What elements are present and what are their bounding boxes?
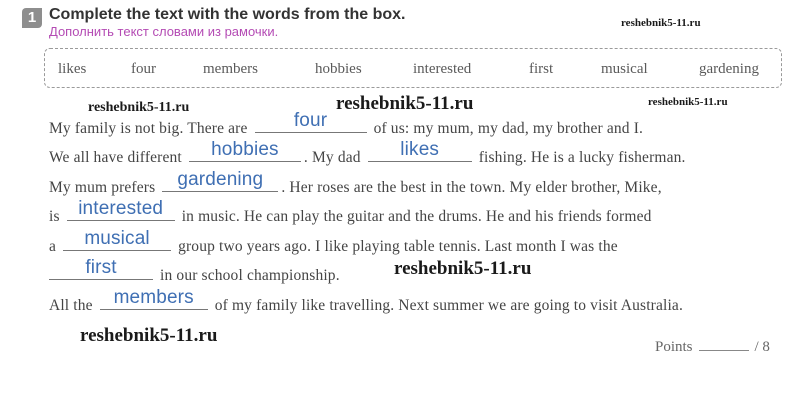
- answer-text: gardening: [177, 169, 264, 190]
- answer-blank[interactable]: [49, 257, 153, 280]
- answer-text: interested: [78, 198, 164, 219]
- points-input-line[interactable]: [699, 350, 749, 351]
- points-score: Points / 8: [655, 339, 770, 355]
- word-box-item: members: [203, 61, 258, 77]
- answer-blank[interactable]: [100, 287, 208, 310]
- watermark: reshebnik5-11.ru: [394, 258, 532, 279]
- exercise-subtitle: Дополнить текст словами из рамочки.: [49, 24, 279, 39]
- answer-blank[interactable]: [368, 139, 472, 162]
- word-box-item: interested: [413, 61, 472, 77]
- text-line-3: My mum prefers gardening . Her roses are the best in the town. My elder brother, Mike,: [49, 169, 662, 196]
- watermark: reshebnik5-11.ru: [88, 100, 190, 115]
- answer-text: musical: [84, 228, 150, 249]
- exercise-number: 1: [22, 8, 42, 28]
- answer-blank[interactable]: [63, 228, 171, 251]
- text-line-1: My family is not big. There are four of us: my mum, my dad, my brother and I.: [49, 110, 644, 137]
- word-box: [44, 48, 782, 88]
- answer-blank[interactable]: [189, 139, 301, 162]
- answer-text: first: [85, 257, 117, 278]
- watermark: reshebnik5-11.ru: [648, 96, 728, 108]
- text-line-5: a musical group two years ago. I like playing table tennis. Last month I was the: [49, 228, 618, 255]
- answer-text: members: [113, 287, 194, 308]
- text-line-4: is interested in music. He can play the guitar and the drums. He and his friends formed: [49, 198, 652, 225]
- watermark: reshebnik5-11.ru: [621, 17, 701, 29]
- word-box-item: musical: [601, 61, 648, 77]
- exercise-title: Complete the text with the words from the box.: [49, 6, 406, 23]
- answer-blank[interactable]: [67, 198, 175, 221]
- answer-blank[interactable]: [162, 169, 278, 192]
- text-line-2: We all have different hobbies . My dad likes fishing. He is a lucky fisherman.: [49, 139, 686, 166]
- word-box-item: gardening: [699, 61, 759, 77]
- answer-text: four: [293, 110, 328, 131]
- answer-text: hobbies: [211, 139, 279, 160]
- word-box-item: likes: [58, 61, 87, 77]
- word-box-item: first: [529, 61, 554, 77]
- word-box-item: four: [131, 61, 156, 77]
- text-line-7: All the members of my family like travelling. Next summer we are going to visit Australia.: [49, 287, 683, 314]
- text-line-6: first in our school championship.: [49, 264, 340, 285]
- word-box-item: hobbies: [315, 61, 362, 77]
- watermark: reshebnik5-11.ru: [336, 93, 474, 114]
- answer-blank[interactable]: [255, 110, 367, 133]
- answer-text: likes: [400, 139, 440, 160]
- watermark: reshebnik5-11.ru: [80, 325, 218, 346]
